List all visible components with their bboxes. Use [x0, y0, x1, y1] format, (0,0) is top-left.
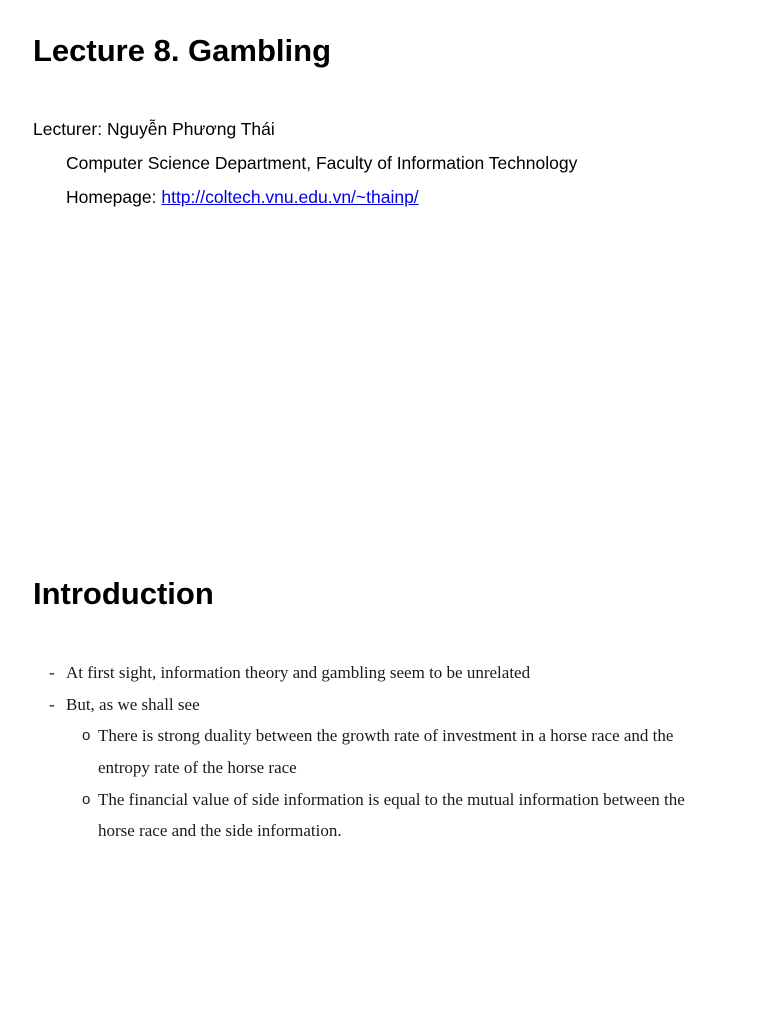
sub-bullet-text: There is strong duality between the growth rate of investment in a horse race and the	[98, 726, 674, 745]
homepage-link[interactable]: http://coltech.vnu.edu.vn/~thainp/	[161, 187, 419, 207]
bullet-text: At first sight, information theory and gambling seem to be unrelated	[66, 663, 531, 682]
lecturer-line	[33, 118, 275, 140]
sub-bullet-text: horse race and the side information.	[98, 821, 342, 840]
sub-bullet-text: The financial value of side information is equal to the mutual information between the	[98, 790, 685, 809]
dash-bullet-marker: -	[49, 663, 55, 682]
homepage-line	[66, 186, 419, 208]
bullet-text: But, as we shall see	[66, 695, 200, 714]
lecturer-name: Nguyễn Phương Thái	[106, 119, 275, 139]
section-heading-introduction: Introduction	[33, 576, 214, 611]
sub-bullet-text: entropy rate of the horse race	[98, 758, 297, 777]
department-line: Computer Science Department, Faculty of Information Technology	[66, 153, 578, 173]
homepage-label: Homepage:	[66, 187, 162, 207]
lecturer-label: Lecturer:	[33, 119, 107, 139]
circle-bullet-marker: o	[82, 727, 91, 744]
dash-bullet-marker: -	[49, 695, 55, 714]
page-title: Lecture 8. Gambling	[33, 33, 332, 68]
circle-bullet-marker: o	[82, 791, 91, 808]
